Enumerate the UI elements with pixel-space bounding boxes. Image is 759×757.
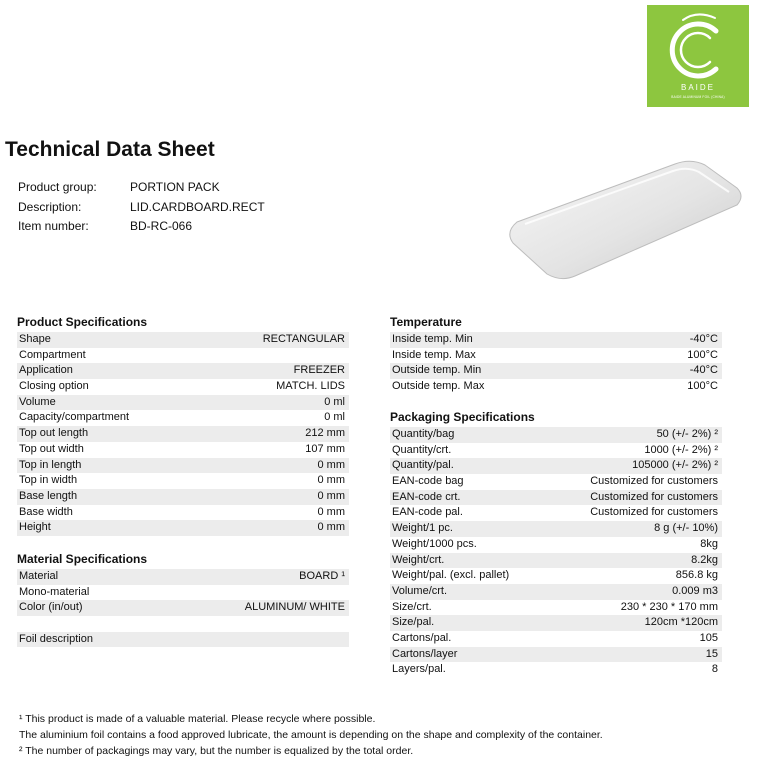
spec-value: 105000 (+/- 2%) ² [632, 459, 718, 472]
spec-row [17, 332, 349, 348]
spec-row [390, 537, 722, 553]
spec-value: 50 (+/- 2%) ² [656, 428, 718, 440]
spec-row [390, 443, 722, 459]
spec-value: 100°C [687, 380, 718, 393]
spec-row [17, 616, 349, 632]
spec-label: Weight/1 pc. [392, 522, 453, 535]
info-label: Product group: [18, 180, 97, 194]
spec-row [390, 600, 722, 616]
spec-row [390, 490, 722, 506]
footnote: ² The number of packagings may vary, but the number is equalized by the total order. [19, 745, 414, 757]
spec-row [390, 647, 722, 663]
info-value: LID.CARDBOARD.RECT [130, 199, 265, 214]
spec-value: -40°C [689, 364, 718, 377]
spec-label: Top out length [19, 427, 89, 440]
spec-label: Weight/crt. [392, 553, 445, 566]
spec-label: Size/pal. [392, 616, 435, 629]
spec-label: Capacity/compartment [19, 411, 130, 424]
spec-value: 0.009 m3 [672, 584, 718, 597]
spec-row [390, 615, 722, 631]
footnote: ¹ This product is made of a valuable material. Please recycle where possible. [19, 713, 376, 725]
spec-label: Application [19, 364, 73, 377]
spec-value: Customized for customers [590, 475, 718, 488]
spec-label: Top in width [19, 474, 78, 487]
spec-label: Closing option [19, 380, 89, 393]
product-specifications [17, 312, 349, 536]
spec-row [17, 600, 349, 616]
spec-row [390, 474, 722, 490]
spec-label: Outside temp. Min [392, 364, 482, 377]
packaging-specifications [390, 407, 722, 678]
info-label: Item number: [18, 219, 89, 233]
spec-row [17, 458, 349, 474]
spec-row [17, 442, 349, 458]
spec-value: 0 mm [317, 505, 345, 518]
spec-value: 8 g (+/- 10%) [654, 522, 718, 535]
spec-value: 8kg [700, 537, 718, 550]
spec-label: Foil description [19, 632, 93, 645]
spec-label: Quantity/crt. [392, 443, 452, 456]
spec-label: Cartons/pal. [392, 631, 452, 644]
spec-value: 230 * 230 * 170 mm [620, 600, 718, 613]
baide-logo [647, 5, 749, 107]
spec-label: Compartment [19, 348, 86, 361]
spec-row [17, 410, 349, 426]
info-value: BD-RC-066 [130, 219, 193, 233]
spec-value: RECTANGULAR [262, 333, 345, 345]
spec-value: 856.8 kg [675, 569, 718, 582]
spec-label: Layers/pal. [392, 663, 446, 676]
spec-value: FREEZER [293, 364, 345, 377]
info-row-item-number [18, 219, 265, 239]
info-row-product-group [18, 180, 265, 200]
spec-value: 0 mm [317, 521, 345, 534]
spec-value: 212 mm [305, 427, 345, 440]
spec-value: 100°C [687, 348, 718, 361]
spec-row [390, 584, 722, 600]
spec-label: Top out width [19, 442, 84, 455]
spec-label: Weight/1000 pcs. [392, 537, 477, 550]
spec-value: 120cm *120cm [644, 616, 718, 629]
spec-value: MATCH. LIDS [276, 380, 345, 393]
spec-label: Volume [19, 395, 56, 408]
spec-value: 15 [705, 647, 718, 660]
spec-row [390, 379, 722, 395]
spec-row [17, 505, 349, 521]
material-specifications [17, 549, 349, 647]
spec-row [390, 631, 722, 647]
logo-name: BAIDE [680, 83, 715, 92]
spec-row [390, 332, 722, 348]
section-title: Material Specifications [17, 552, 148, 566]
spec-label: Quantity/pal. [392, 459, 454, 472]
spec-label: Top in length [19, 458, 82, 471]
spec-label: Inside temp. Min [392, 333, 473, 345]
spec-value: Customized for customers [590, 490, 718, 503]
spec-row [390, 521, 722, 537]
section-title: Packaging Specifications [390, 410, 535, 424]
spec-value: ALUMINUM/ WHITE [244, 601, 345, 614]
info-value: PORTION PACK [130, 180, 220, 194]
spec-row [17, 473, 349, 489]
spec-row [390, 662, 722, 678]
info-label: Description: [18, 199, 82, 214]
spec-row [390, 458, 722, 474]
spec-value: 107 mm [305, 442, 345, 455]
spec-label: Size/crt. [392, 600, 432, 613]
spec-row [17, 379, 349, 395]
spec-value: -40°C [689, 333, 718, 345]
spec-value: BOARD ¹ [299, 570, 345, 582]
spec-row [17, 585, 349, 601]
logo-tagline: BAIDE ALUMINUM FOIL (CHINA) [671, 95, 725, 99]
footnotes [19, 711, 603, 757]
spec-row [390, 505, 722, 521]
spec-label: Inside temp. Max [392, 348, 476, 361]
spec-row [17, 363, 349, 379]
spec-row [17, 569, 349, 585]
spec-value: Customized for customers [590, 506, 718, 519]
info-row-description [18, 200, 265, 220]
spec-label: Weight/pal. (excl. pallet) [392, 569, 510, 582]
spec-label: Material [19, 570, 59, 582]
spec-label: Outside temp. Max [392, 380, 485, 393]
spec-label: Quantity/bag [392, 428, 455, 440]
spec-value: 0 ml [324, 411, 345, 424]
spec-value: 8.2kg [691, 553, 718, 566]
spec-row [390, 568, 722, 584]
spec-value: 105 [699, 631, 718, 644]
spec-row [17, 395, 349, 411]
spec-row [17, 348, 349, 364]
spec-label: EAN-code pal. [392, 506, 463, 519]
spec-label: EAN-code bag [392, 475, 464, 488]
spec-label: Volume/crt. [392, 584, 448, 597]
spec-label: Color (in/out) [19, 601, 83, 614]
spec-row [390, 553, 722, 569]
spec-row [390, 427, 722, 443]
page-title: Technical Data Sheet [5, 138, 215, 161]
section-title: Temperature [390, 315, 462, 329]
footnote: The aluminium foil contains a food approved lubricate, the amount is depending on the shape and complexity of the container. [19, 729, 603, 741]
spec-row [17, 426, 349, 442]
spec-row [17, 632, 349, 648]
spec-value: 0 mm [317, 474, 345, 487]
spec-label: Base length [19, 489, 78, 502]
spec-value: 0 ml [324, 395, 345, 408]
spec-row [17, 489, 349, 505]
spec-row [390, 348, 722, 364]
spec-label: Height [19, 521, 51, 534]
spec-value: 0 mm [317, 458, 345, 471]
temperature-specifications [390, 312, 722, 395]
spec-row [17, 520, 349, 536]
product-info [18, 180, 265, 239]
product-image-lid [505, 150, 745, 285]
spec-value: 1000 (+/- 2%) ² [644, 443, 718, 456]
spec-label: Cartons/layer [392, 647, 458, 660]
section-title: Product Specifications [17, 315, 148, 329]
spec-label: Shape [19, 333, 51, 345]
spec-row [390, 363, 722, 379]
spec-value: 0 mm [317, 489, 345, 502]
spec-label: Base width [19, 505, 73, 518]
spec-label: EAN-code crt. [392, 490, 461, 503]
spec-value: 8 [711, 663, 718, 676]
spec-label: Mono-material [19, 585, 90, 598]
